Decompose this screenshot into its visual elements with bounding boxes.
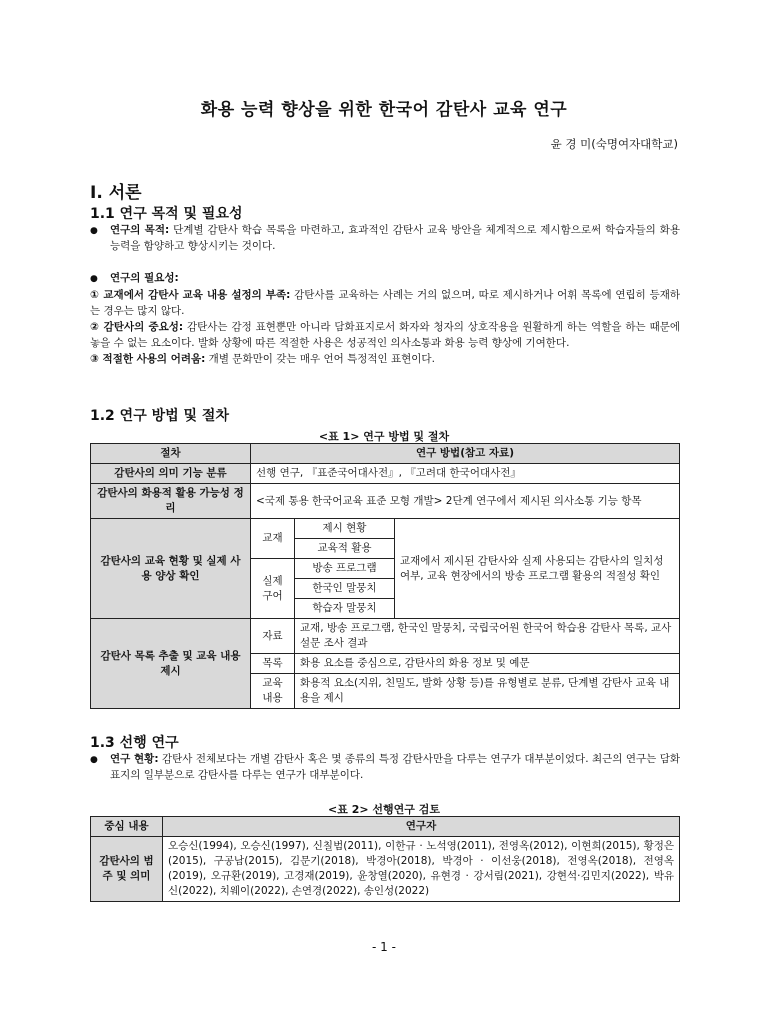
section-heading-intro: Ⅰ. 서론 bbox=[90, 183, 142, 203]
table-header: 연구자 bbox=[163, 817, 680, 837]
table-cell: 교육 내용 bbox=[251, 674, 295, 709]
table-cell: 화용 요소를 중심으로, 감탄사의 화용 정보 및 예문 bbox=[295, 654, 680, 674]
table-cell: 교재, 방송 프로그램, 한국인 말뭉치, 국립국어원 한국어 학습용 감탄사 목록, 교사 설문 조사 결과 bbox=[295, 619, 680, 654]
research-method-table bbox=[90, 443, 680, 709]
table2-caption: <표 2> 선행연구 검토 bbox=[328, 803, 440, 816]
subsection-heading-1-3: 1.3 선행 연구 bbox=[90, 735, 179, 751]
table-row bbox=[91, 619, 680, 654]
table-header: 절차 bbox=[91, 444, 251, 464]
table-cell: 선행 연구, 『표준국어대사전』, 『고려대 한국어대사전』 bbox=[251, 464, 680, 484]
status-paragraph bbox=[90, 751, 680, 783]
need-item-3: ③ 적절한 사용의 어려움: 개별 문화만이 갖는 매우 언어 특정적인 표현이다. bbox=[90, 353, 435, 365]
table1-caption: <표 1> 연구 방법 및 절차 bbox=[318, 430, 450, 443]
table-header: 중심 내용 bbox=[91, 817, 163, 837]
purpose-label: 연구의 목적: bbox=[110, 224, 170, 236]
table-row bbox=[91, 484, 680, 519]
need-label: 연구의 필요성: bbox=[110, 272, 179, 284]
table-cell: 교육적 활용 bbox=[295, 539, 395, 559]
need-item-1: ① 교재에서 감탄사 교육 내용 설정의 부족: 감탄사를 교육하는 사례는 거의 없으며, 따로 제시하거나 어휘 목록에 연립히 등재하는 경우는 많지 않다. bbox=[90, 289, 681, 317]
table-cell: 감탄사의 의미 기능 분류 bbox=[91, 464, 251, 484]
table-header: 연구 방법(참고 자료) bbox=[251, 444, 680, 464]
table-cell: <국제 통용 한국어교육 표준 모형 개발> 2단계 연구에서 제시된 의사소통 기능 항목 bbox=[251, 484, 680, 519]
table-cell: 제시 현황 bbox=[295, 519, 395, 539]
table-cell: 교재 bbox=[251, 519, 295, 559]
table-cell: 실제 구어 bbox=[251, 559, 295, 619]
page-number: - 1 - bbox=[372, 940, 396, 954]
table-cell: 교재에서 제시된 감탄사와 실제 사용되는 감탄사의 일치성 여부, 교육 현장에서의 방송 프로그램 활용의 적절성 확인 bbox=[395, 519, 680, 619]
table-row bbox=[91, 464, 680, 484]
prior-research-table bbox=[90, 816, 680, 902]
table-cell: 한국인 말뭉치 bbox=[295, 579, 395, 599]
paper-title: 화용 능력 향상을 위한 한국어 감탄사 교육 연구 bbox=[200, 100, 568, 120]
table-row bbox=[91, 837, 680, 902]
table-row bbox=[91, 519, 680, 539]
purpose-paragraph bbox=[90, 222, 680, 254]
author-line: 윤 경 미(숙명여자대학교) bbox=[550, 137, 678, 151]
bullet-icon: ● bbox=[90, 274, 98, 284]
table-cell: 화용적 요소(지위, 친밀도, 발화 상황 등)를 유형별로 분류, 단계별 감탄사 교육 내용을 제시 bbox=[295, 674, 680, 709]
bullet-icon: ● bbox=[90, 226, 98, 236]
purpose-text: 단계별 감탄사 학습 목록을 마련하고, 효과적인 감탄사 교육 방안을 체계적으로 제시함으로써 학습자들의 화용 능력을 함양하고 향상시키는 것이다. bbox=[110, 224, 680, 252]
table-cell: 감탄사의 범주 및 의미 bbox=[91, 837, 163, 902]
table-cell: 학습자 말뭉치 bbox=[295, 599, 395, 619]
status-text: 감탄사 전체보다는 개별 감탄사 혹은 몇 종류의 특정 감탄사만을 다루는 연구가 대부분이었다. 최근의 연구는 담화 표지의 일부분으로 감탄사를 다루는 연구가 대부분이다. bbox=[110, 753, 680, 781]
status-label: 연구 현황: bbox=[110, 753, 159, 765]
subsection-heading-1-1: 1.1 연구 목적 및 필요성 bbox=[90, 206, 243, 222]
table-header-row bbox=[91, 817, 680, 837]
table-cell: 자료 bbox=[251, 619, 295, 654]
need-paragraph bbox=[90, 270, 680, 367]
table-cell: 방송 프로그램 bbox=[295, 559, 395, 579]
subsection-heading-1-2: 1.2 연구 방법 및 절차 bbox=[90, 408, 229, 424]
need-item-2: ② 감탄사의 중요성: 감탄사는 감정 표현뿐만 아니라 담화표지로서 화자와 청자의 상호작용을 원활하게 하는 역할을 하는 때문에 놓을 수 없는 요소이다. 발화 상황에 따른 적절한 사용은 성공적인 의사소통과 화용 능력 향상에 기여한다. bbox=[90, 321, 680, 349]
table-cell: 감탄사의 교육 현황 및 실제 사용 양상 확인 bbox=[91, 519, 251, 619]
table-cell: 감탄사의 화용적 활용 가능성 정리 bbox=[91, 484, 251, 519]
table-cell: 감탄사 목록 추출 및 교육 내용 제시 bbox=[91, 619, 251, 709]
table-cell: 오승신(1994), 오승신(1997), 신칠범(2011), 이한규 · 노석영(2011), 전영옥(2012), 이현희(2015), 황정은(2015), 구공남(2015), 김문기(2018), 박경아(2018), 박경아 · 이선웅(2018), 전영옥(2018), 전영옥(2019), 오규환(2019), 고경재(2019), 윤창열(2020), 유현경 · 강서림(2021), 강현석·김민지(2022), 박유신(2022), 치웨이(2022), 손연경(2022), 송인성(2022) bbox=[163, 837, 680, 902]
table-cell: 목록 bbox=[251, 654, 295, 674]
bullet-icon: ● bbox=[90, 755, 98, 765]
table-header-row bbox=[91, 444, 680, 464]
